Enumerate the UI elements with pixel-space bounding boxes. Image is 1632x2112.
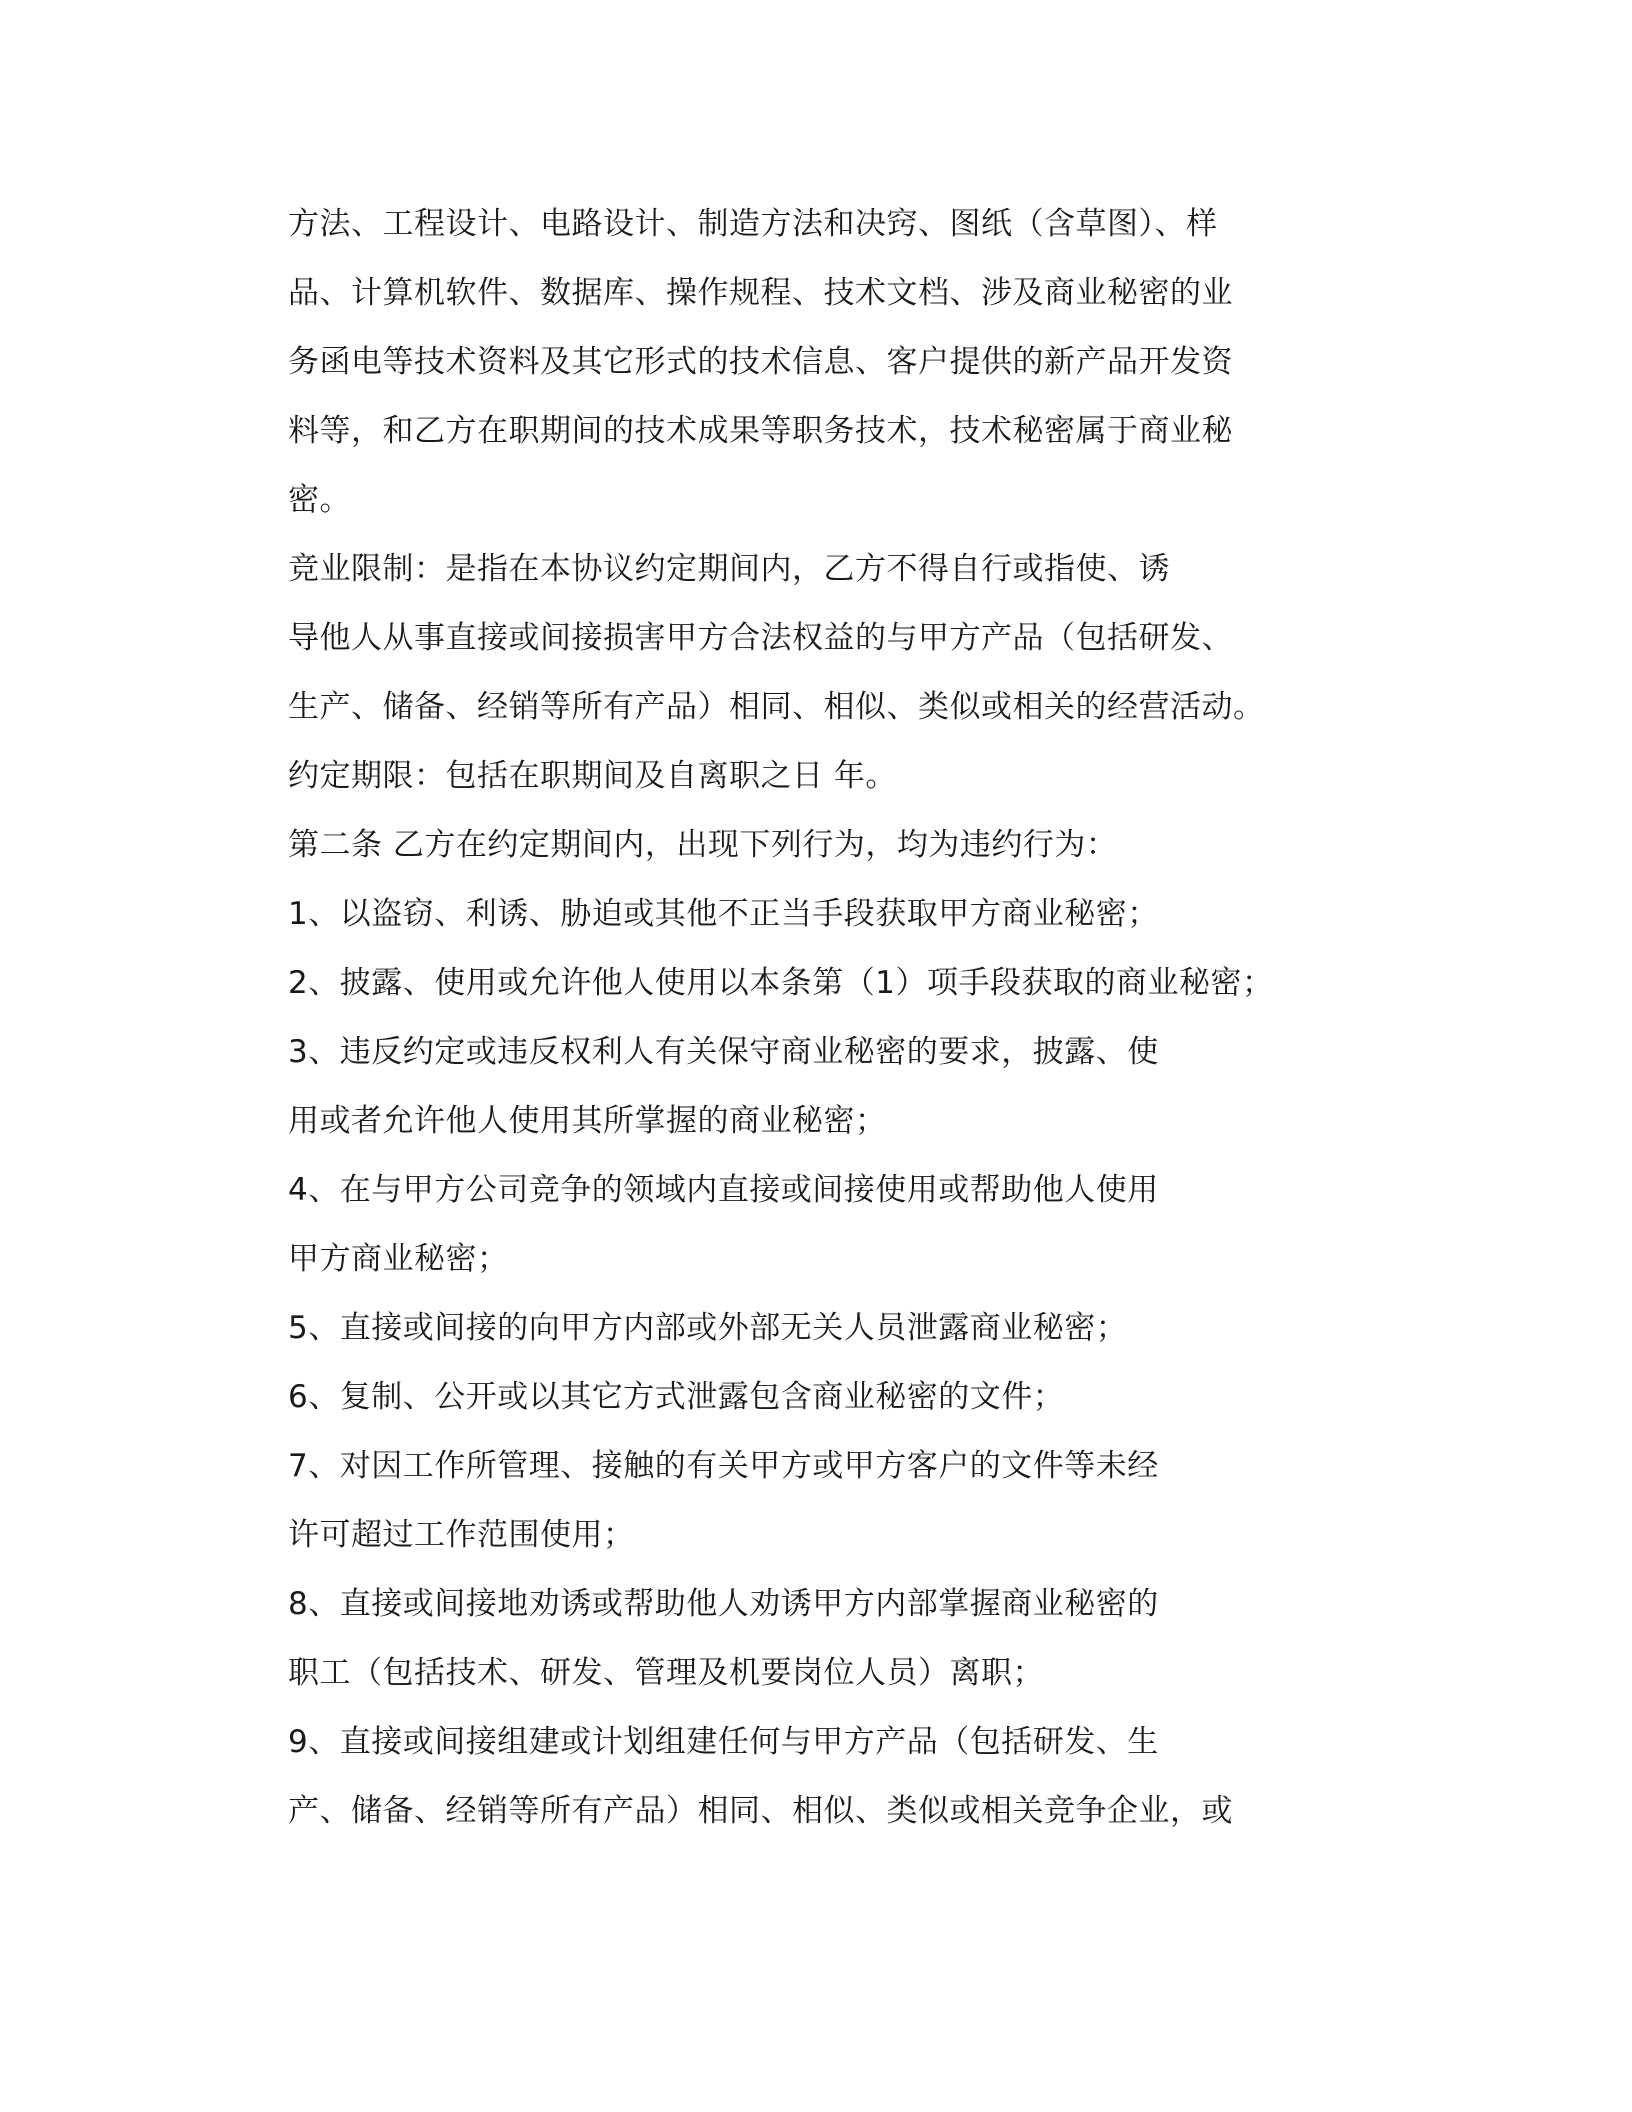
list-item: 8、直接或间接地劝诱或帮助他人劝诱甲方内部掌握商业秘密的 [288, 1586, 1159, 1622]
list-item-continuation: 用或者允许他人使用其所掌握的商业秘密； [288, 1103, 887, 1139]
text-line: 生产、储备、经销等所有产品）相同、相似、类似或相关的经营活动。 [288, 689, 1265, 725]
list-item: 3、违反约定或违反权利人有关保守商业秘密的要求，披露、使 [288, 1034, 1159, 1070]
text-line: 约定期限：包括在职期间及自离职之日 年。 [288, 758, 897, 794]
list-item-continuation: 许可超过工作范围使用； [288, 1517, 635, 1553]
text-line: 料等，和乙方在职期间的技术成果等职务技术，技术秘密属于商业秘 [288, 413, 1233, 449]
list-item: 6、复制、公开或以其它方式泄露包含商业秘密的文件； [288, 1379, 1065, 1415]
text-line: 导他人从事直接或间接损害甲方合法权益的与甲方产品（包括研发、 [288, 620, 1233, 656]
list-item: 7、对因工作所管理、接触的有关甲方或甲方客户的文件等未经 [288, 1448, 1159, 1484]
list-item-continuation: 甲方商业秘密； [288, 1241, 509, 1277]
list-item: 9、直接或间接组建或计划组建任何与甲方产品（包括研发、生 [288, 1724, 1159, 1760]
section-heading: 第二条 乙方在约定期间内，出现下列行为，均为违约行为： [288, 827, 1118, 863]
text-line: 务函电等技术资料及其它形式的技术信息、客户提供的新产品开发资 [288, 344, 1233, 380]
list-item-continuation: 产、储备、经销等所有产品）相同、相似、类似或相关竞争企业，或 [288, 1793, 1233, 1829]
list-item: 2、披露、使用或允许他人使用以本条第（1）项手段获取的商业秘密； [288, 965, 1274, 1001]
list-item-continuation: 职工（包括技术、研发、管理及机要岗位人员）离职； [288, 1655, 1044, 1691]
list-item: 4、在与甲方公司竞争的领域内直接或间接使用或帮助他人使用 [288, 1172, 1159, 1208]
text-line: 密。 [288, 482, 351, 518]
text-line: 竞业限制：是指在本协议约定期间内，乙方不得自行或指使、诱 [288, 551, 1170, 587]
text-line: 品、计算机软件、数据库、操作规程、技术文档、涉及商业秘密的业 [288, 275, 1233, 311]
list-item: 1、以盗窃、利诱、胁迫或其他不正当手段获取甲方商业秘密； [288, 896, 1159, 932]
text-line: 方法、工程设计、电路设计、制造方法和决窍、图纸（含草图）、样 [288, 206, 1218, 242]
list-item: 5、直接或间接的向甲方内部或外部无关人员泄露商业秘密； [288, 1310, 1128, 1346]
